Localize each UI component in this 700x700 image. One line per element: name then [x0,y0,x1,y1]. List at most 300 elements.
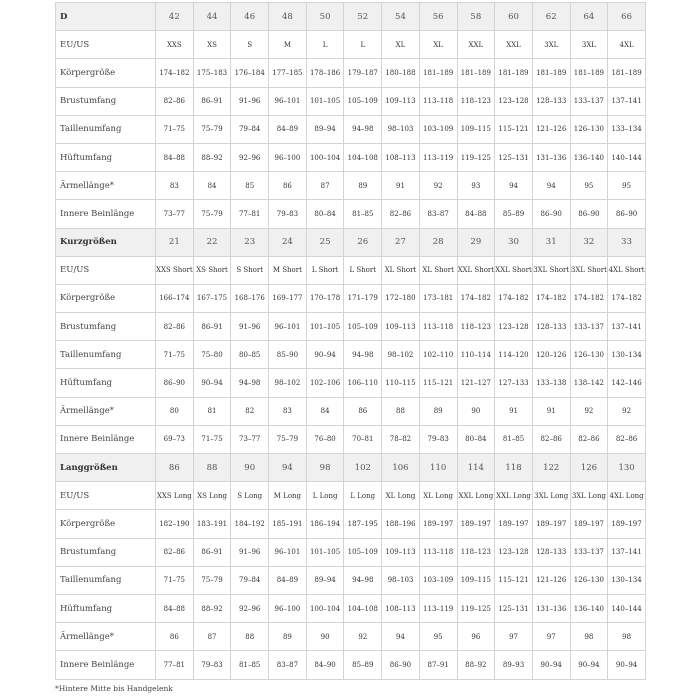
value-cell: 84–89 [269,566,307,594]
size-number-cell: 30 [495,228,533,256]
value-cell: 79–84 [231,115,269,143]
value-cell: M Long [269,482,307,510]
value-cell: XXL Long [495,482,533,510]
value-cell: 77–81 [231,200,269,228]
row-label: EU/US [56,256,156,284]
value-cell: 121–126 [532,115,570,143]
value-cell: 92–96 [231,594,269,622]
value-cell: 174–182 [570,284,608,312]
row-label: Körpergröße [56,510,156,538]
value-cell: 73–77 [231,425,269,453]
value-cell: 110–115 [382,369,420,397]
row-label: Hüftumfang [56,143,156,171]
size-number-cell: 60 [495,3,533,31]
value-cell: 137–141 [608,538,646,566]
value-cell: 83–87 [269,651,307,679]
value-cell: 113–119 [419,143,457,171]
table-row [56,482,646,510]
value-cell: 109–115 [457,566,495,594]
section-header-row [56,454,646,482]
value-cell: 97 [495,623,533,651]
value-cell: 90–94 [306,341,344,369]
size-number-cell: 29 [457,228,495,256]
value-cell: 83 [156,172,194,200]
value-cell: 82–86 [608,425,646,453]
value-cell: 88 [231,623,269,651]
value-cell: 94–98 [344,341,382,369]
value-cell: 86 [156,623,194,651]
value-cell: 92 [608,397,646,425]
value-cell: 78–82 [382,425,420,453]
value-cell: 181–189 [532,59,570,87]
table-row [56,87,646,115]
size-number-cell: 118 [495,454,533,482]
value-cell: 98 [608,623,646,651]
value-cell: 115–121 [419,369,457,397]
value-cell: 82 [231,397,269,425]
value-cell: 73–77 [156,200,194,228]
value-cell: 105–109 [344,313,382,341]
value-cell: 138–142 [570,369,608,397]
table-row [56,31,646,59]
value-cell: 85–89 [344,651,382,679]
value-cell: 172–180 [382,284,420,312]
value-cell: 3XL Short [532,256,570,284]
row-label: Brustumfang [56,538,156,566]
value-cell: 140–144 [608,594,646,622]
value-cell: 125–131 [495,594,533,622]
table-row [56,313,646,341]
value-cell: 101–105 [306,538,344,566]
value-cell: 133–137 [570,538,608,566]
value-cell: 98–103 [382,115,420,143]
value-cell: 185–191 [269,510,307,538]
value-cell: 109–115 [457,115,495,143]
value-cell: 94 [532,172,570,200]
section-title: Kurzgrößen [56,228,156,256]
value-cell: 178–186 [306,59,344,87]
value-cell: 87–91 [419,651,457,679]
value-cell: 95 [608,172,646,200]
value-cell: S [231,31,269,59]
table-row [56,538,646,566]
value-cell: 102–110 [419,341,457,369]
value-cell: 96 [457,623,495,651]
value-cell: 125–131 [495,143,533,171]
value-cell: 96–101 [269,538,307,566]
row-label: Taillenumfang [56,341,156,369]
value-cell: 118–123 [457,87,495,115]
value-cell: 114–120 [495,341,533,369]
value-cell: 3XL [570,31,608,59]
value-cell: 82–86 [156,313,194,341]
value-cell: 174–182 [457,284,495,312]
value-cell: 118–123 [457,538,495,566]
value-cell: S Long [231,482,269,510]
value-cell: 75–80 [193,341,231,369]
value-cell: 84–88 [156,143,194,171]
value-cell: 91 [532,397,570,425]
value-cell: 133–138 [532,369,570,397]
value-cell: 184–192 [231,510,269,538]
value-cell: 103–109 [419,566,457,594]
value-cell: 82–86 [532,425,570,453]
value-cell: 167–175 [193,284,231,312]
value-cell: 92 [419,172,457,200]
value-cell: 113–119 [419,594,457,622]
value-cell: 180–188 [382,59,420,87]
value-cell: 186–194 [306,510,344,538]
value-cell: 101–105 [306,87,344,115]
value-cell: 91–96 [231,87,269,115]
value-cell: 95 [419,623,457,651]
value-cell: 189–197 [495,510,533,538]
table-row [56,115,646,143]
value-cell: 188–196 [382,510,420,538]
value-cell: 105–109 [344,87,382,115]
row-label: Innere Beinlänge [56,200,156,228]
value-cell: L [306,31,344,59]
value-cell: 177–185 [269,59,307,87]
value-cell: 168–176 [231,284,269,312]
value-cell: 181–189 [608,59,646,87]
size-number-cell: 27 [382,228,420,256]
value-cell: 181–189 [457,59,495,87]
value-cell: 120–126 [532,341,570,369]
value-cell: 86–91 [193,538,231,566]
value-cell: 88–92 [193,143,231,171]
size-number-cell: 102 [344,454,382,482]
value-cell: 98 [570,623,608,651]
value-cell: 82–86 [156,538,194,566]
value-cell: 142–146 [608,369,646,397]
value-cell: 174–182 [495,284,533,312]
value-cell: 121–127 [457,369,495,397]
value-cell: 115–121 [495,566,533,594]
value-cell: 86 [344,397,382,425]
size-number-cell: 130 [608,454,646,482]
size-number-cell: 31 [532,228,570,256]
value-cell: 113–118 [419,87,457,115]
value-cell: 106–110 [344,369,382,397]
value-cell: XXL [457,31,495,59]
value-cell: 79–83 [269,200,307,228]
value-cell: 94–98 [344,115,382,143]
size-number-cell: 88 [193,454,231,482]
value-cell: 75–79 [193,566,231,594]
row-label: Ärmellänge* [56,172,156,200]
size-number-cell: 94 [269,454,307,482]
value-cell: 137–141 [608,313,646,341]
value-cell: 82–86 [570,425,608,453]
value-cell: 96–100 [269,594,307,622]
value-cell: 90–94 [608,651,646,679]
value-cell: 108–113 [382,143,420,171]
table-row [56,510,646,538]
size-number-cell: 24 [269,228,307,256]
value-cell: 90–94 [193,369,231,397]
table-row [56,341,646,369]
size-number-cell: 32 [570,228,608,256]
value-cell: 89–94 [306,115,344,143]
size-number-cell: 46 [231,3,269,31]
value-cell: 84 [193,172,231,200]
value-cell: 90 [457,397,495,425]
size-number-cell: 25 [306,228,344,256]
value-cell: 89 [344,172,382,200]
size-number-cell: 22 [193,228,231,256]
section-title: D [56,3,156,31]
value-cell: 86–90 [532,200,570,228]
value-cell: 181–189 [570,59,608,87]
table-row [56,369,646,397]
value-cell: 126–130 [570,115,608,143]
value-cell: 86–91 [193,87,231,115]
value-cell: 96–101 [269,87,307,115]
value-cell: XL [419,31,457,59]
value-cell: 98–102 [269,369,307,397]
value-cell: 93 [457,172,495,200]
value-cell: 109–113 [382,87,420,115]
value-cell: 81–85 [495,425,533,453]
value-cell: 85 [231,172,269,200]
section-title: Langgrößen [56,454,156,482]
value-cell: 82–86 [156,87,194,115]
value-cell: 136–140 [570,594,608,622]
value-cell: 86–90 [570,200,608,228]
value-cell: XL Long [419,482,457,510]
value-cell: 96–101 [269,313,307,341]
row-label: Ärmellänge* [56,623,156,651]
value-cell: 174–182 [608,284,646,312]
value-cell: 84–88 [457,200,495,228]
value-cell: 75–79 [193,200,231,228]
value-cell: 131–136 [532,143,570,171]
value-cell: 77–81 [156,651,194,679]
size-number-cell: 66 [608,3,646,31]
value-cell: 4XL Short [608,256,646,284]
value-cell: 81–85 [231,651,269,679]
value-cell: 123–128 [495,87,533,115]
value-cell: 118–123 [457,313,495,341]
value-cell: 79–83 [419,425,457,453]
table-row [56,59,646,87]
value-cell: XS [193,31,231,59]
table-row [56,284,646,312]
value-cell: 174–182 [156,59,194,87]
value-cell: 94 [382,623,420,651]
value-cell: 104–108 [344,143,382,171]
value-cell: 140–144 [608,143,646,171]
value-cell: 87 [193,623,231,651]
value-cell: 86–91 [193,313,231,341]
value-cell: 95 [570,172,608,200]
value-cell: 97 [532,623,570,651]
value-cell: 75–79 [269,425,307,453]
value-cell: 69–73 [156,425,194,453]
value-cell: XXS Short [156,256,194,284]
size-number-cell: 90 [231,454,269,482]
value-cell: 91–96 [231,538,269,566]
value-cell: 128–133 [532,538,570,566]
size-number-cell: 106 [382,454,420,482]
value-cell: 84–88 [156,594,194,622]
value-cell: XXS [156,31,194,59]
row-label: Hüftumfang [56,369,156,397]
value-cell: 131–136 [532,594,570,622]
value-cell: 121–126 [532,566,570,594]
size-number-cell: 64 [570,3,608,31]
value-cell: L Short [306,256,344,284]
value-cell: L Short [344,256,382,284]
value-cell: M Short [269,256,307,284]
value-cell: 173–181 [419,284,457,312]
value-cell: 96–100 [269,143,307,171]
value-cell: 94–98 [231,369,269,397]
value-cell: 101–105 [306,313,344,341]
value-cell: 189–197 [457,510,495,538]
value-cell: 189–197 [570,510,608,538]
size-number-cell: 23 [231,228,269,256]
table-row [56,172,646,200]
value-cell: 181–189 [419,59,457,87]
value-cell: 170–178 [306,284,344,312]
value-cell: 130–134 [608,566,646,594]
value-cell: 133–134 [608,115,646,143]
value-cell: 84 [306,397,344,425]
value-cell: XXL Long [457,482,495,510]
value-cell: 75–79 [193,115,231,143]
value-cell: 104–108 [344,594,382,622]
size-number-cell: 48 [269,3,307,31]
value-cell: 123–128 [495,538,533,566]
value-cell: 84–89 [269,115,307,143]
value-cell: 174–182 [532,284,570,312]
value-cell: XXL Short [457,256,495,284]
row-label: Ärmellänge* [56,397,156,425]
value-cell: 85–89 [495,200,533,228]
size-number-cell: 58 [457,3,495,31]
value-cell: 179–187 [344,59,382,87]
value-cell: 3XL Short [570,256,608,284]
value-cell: 88–92 [193,594,231,622]
value-cell: 92 [344,623,382,651]
value-cell: 83 [269,397,307,425]
size-number-cell: 52 [344,3,382,31]
value-cell: 133–137 [570,87,608,115]
row-label: EU/US [56,482,156,510]
value-cell: 82–86 [382,200,420,228]
value-cell: 123–128 [495,313,533,341]
value-cell: 71–75 [193,425,231,453]
value-cell: 91 [495,397,533,425]
table-row [56,256,646,284]
value-cell: XL Short [382,256,420,284]
value-cell: XL [382,31,420,59]
value-cell: 81 [193,397,231,425]
value-cell: 80–84 [457,425,495,453]
value-cell: 71–75 [156,341,194,369]
value-cell: 86–90 [608,200,646,228]
value-cell: 171–179 [344,284,382,312]
value-cell: 91–96 [231,313,269,341]
value-cell: 126–130 [570,566,608,594]
value-cell: 98–103 [382,566,420,594]
value-cell: XL Long [382,482,420,510]
value-cell: 133–137 [570,313,608,341]
value-cell: 108–113 [382,594,420,622]
value-cell: 3XL [532,31,570,59]
value-cell: 166–174 [156,284,194,312]
value-cell: 130–134 [608,341,646,369]
value-cell: XXS Long [156,482,194,510]
value-cell: M [269,31,307,59]
value-cell: 89 [419,397,457,425]
value-cell: 100–104 [306,143,344,171]
size-number-cell: 122 [532,454,570,482]
value-cell: 189–197 [532,510,570,538]
row-label: Taillenumfang [56,566,156,594]
value-cell: 84–90 [306,651,344,679]
table-row [56,566,646,594]
value-cell: 79–84 [231,566,269,594]
value-cell: 109–113 [382,538,420,566]
value-cell: 128–133 [532,87,570,115]
row-label: Innere Beinlänge [56,425,156,453]
value-cell: 98–102 [382,341,420,369]
value-cell: 3XL Long [532,482,570,510]
row-label: Körpergröße [56,59,156,87]
value-cell: 4XL Long [608,482,646,510]
value-cell: 89 [269,623,307,651]
value-cell: XL Short [419,256,457,284]
value-cell: 92 [570,397,608,425]
value-cell: 113–118 [419,313,457,341]
value-cell: 79–83 [193,651,231,679]
size-number-cell: 26 [344,228,382,256]
size-chart-table [55,2,646,680]
row-label: Körpergröße [56,284,156,312]
value-cell: 94–98 [344,566,382,594]
value-cell: L Long [344,482,382,510]
value-cell: 94 [495,172,533,200]
value-cell: 187–195 [344,510,382,538]
row-label: Brustumfang [56,87,156,115]
size-number-cell: 44 [193,3,231,31]
value-cell: 103–109 [419,115,457,143]
value-cell: 115–121 [495,115,533,143]
value-cell: 136–140 [570,143,608,171]
value-cell: 90–94 [570,651,608,679]
value-cell: L Long [306,482,344,510]
value-cell: 92–96 [231,143,269,171]
value-cell: 91 [382,172,420,200]
table-row [56,200,646,228]
value-cell: S Short [231,256,269,284]
value-cell: 102–106 [306,369,344,397]
size-number-cell: 110 [419,454,457,482]
value-cell: L [344,31,382,59]
size-number-cell: 126 [570,454,608,482]
value-cell: XXL [495,31,533,59]
value-cell: 83–87 [419,200,457,228]
table-row [56,623,646,651]
value-cell: 80–84 [306,200,344,228]
value-cell: 87 [306,172,344,200]
size-number-cell: 56 [419,3,457,31]
value-cell: 80–85 [231,341,269,369]
value-cell: 137–141 [608,87,646,115]
